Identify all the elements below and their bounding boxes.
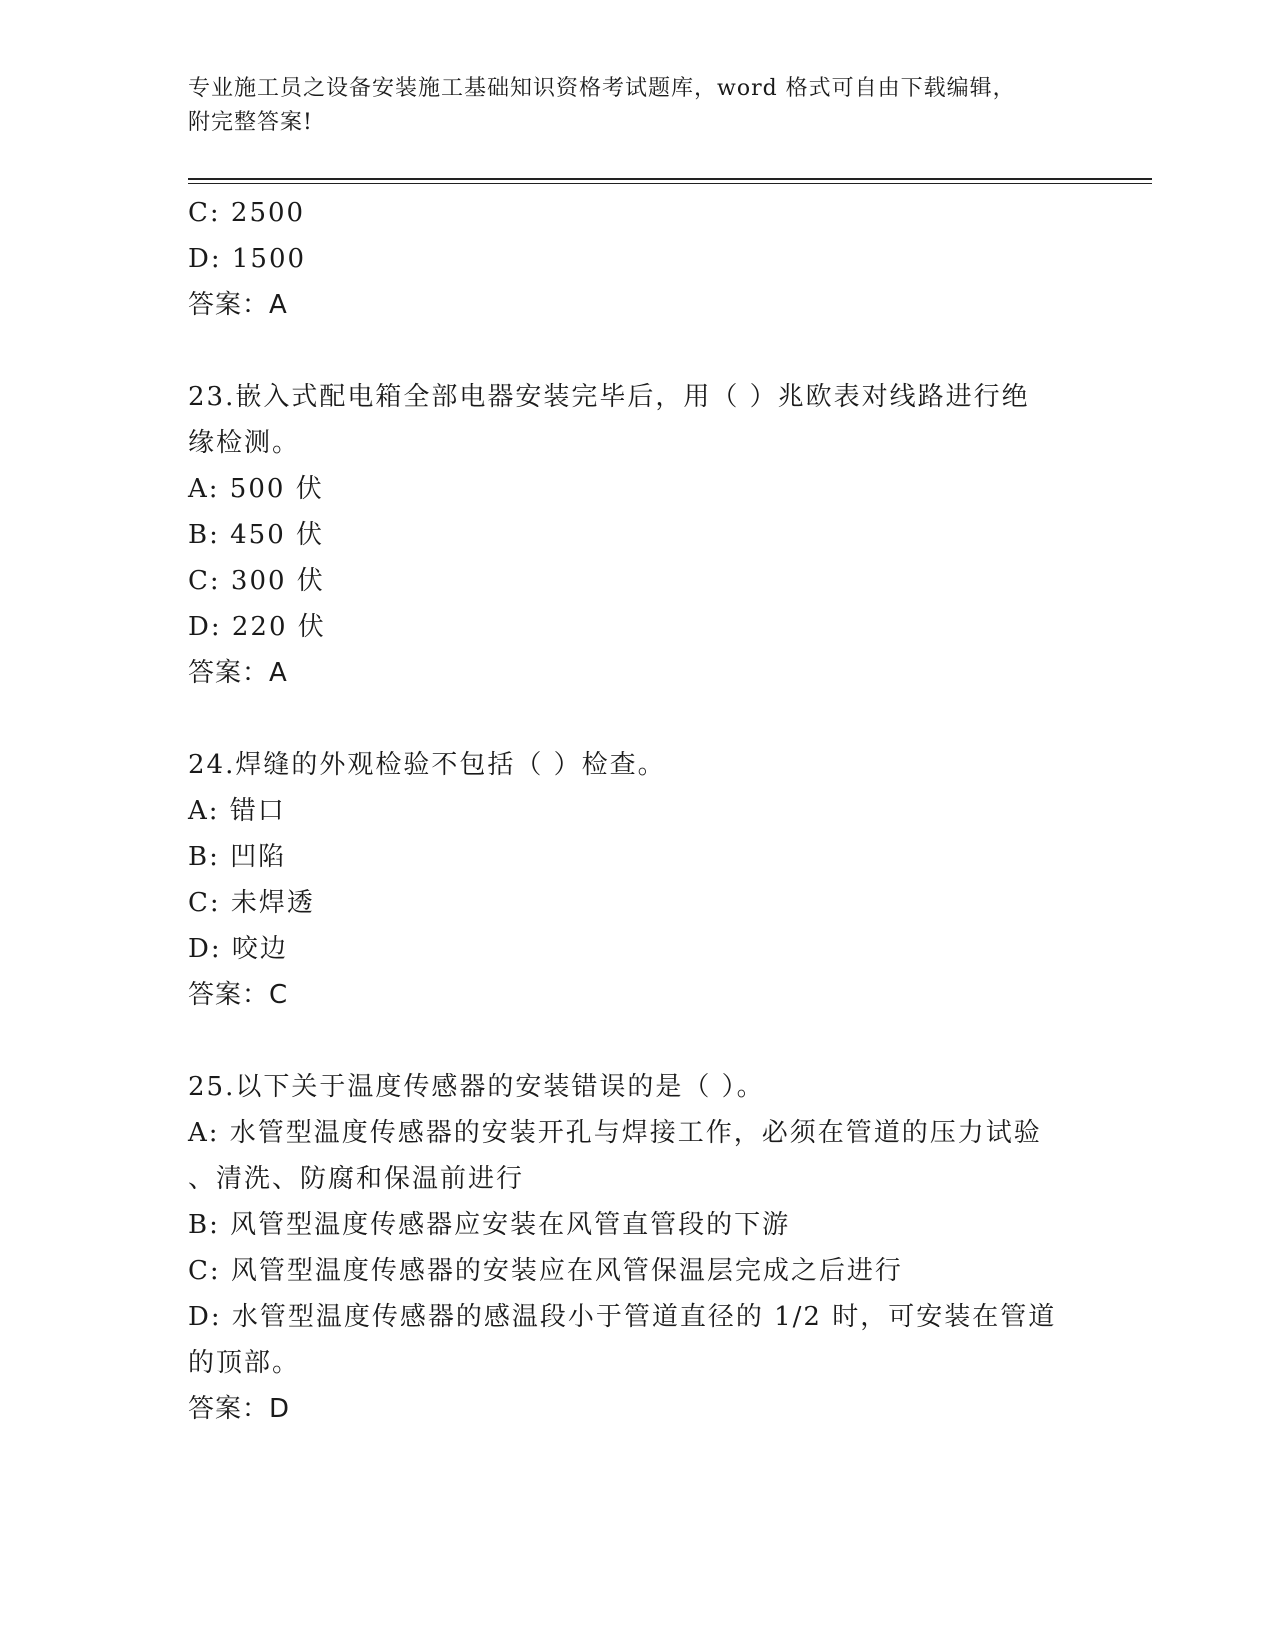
option-c: C: 2500 <box>188 198 306 228</box>
document-body <box>188 190 1088 1432</box>
question-23-option-c: C: 300 伏 <box>188 566 325 596</box>
question-23-option-a: A: 500 伏 <box>188 474 324 504</box>
question-24-option-a: A: 错口 <box>188 796 286 826</box>
question-25-stem: 25.以下关于温度传感器的安装错误的是（ ）。 <box>188 1072 765 1102</box>
header-line-1: 专业施工员之设备安装施工基础知识资格考试题库，word 格式可自由下载编辑， <box>188 76 1016 101</box>
spacer <box>188 696 1088 742</box>
question-24-answer: 答案：C <box>188 980 289 1010</box>
question-24-option-d: D: 咬边 <box>188 934 288 964</box>
question-23-option-b: B: 450 伏 <box>188 520 325 550</box>
question-24-stem: 24.焊缝的外观检验不包括（ ）检查。 <box>188 750 666 780</box>
question-25-option-d: D: 水管型温度传感器的感温段小于管道直径的 1/2 时，可安装在管道 <box>188 1302 1057 1332</box>
header-line-2: 附完整答案! <box>188 110 313 135</box>
spacer <box>188 328 1088 374</box>
question-25-option-a: A: 水管型温度传感器的安装开孔与焊接工作，必须在管道的压力试验 <box>188 1118 1042 1148</box>
option-d: D: 1500 <box>188 244 307 274</box>
question-24-option-c: C: 未焊透 <box>188 888 315 918</box>
question-24-option-b: B: 凹陷 <box>188 842 287 872</box>
question-23-stem: 23.嵌入式配电箱全部电器安装完毕后，用（ ）兆欧表对线路进行绝 <box>188 382 1030 412</box>
question-23-answer: 答案：A <box>188 658 288 688</box>
question-25-option-c: C: 风管型温度传感器的安装应在风管保温层完成之后进行 <box>188 1256 903 1286</box>
document-header <box>188 72 1088 140</box>
header-rule-thin <box>188 183 1152 184</box>
spacer <box>188 1018 1088 1064</box>
question-23-stem-cont: 缘检测。 <box>188 428 301 458</box>
question-25-answer: 答案：D <box>188 1394 291 1424</box>
question-25-option-b: B: 风管型温度传感器应安装在风管直管段的下游 <box>188 1210 791 1240</box>
question-25-option-a-cont: 、清洗、防腐和保温前进行 <box>188 1164 525 1194</box>
header-rule-thick <box>188 178 1152 180</box>
answer-line: 答案：A <box>188 290 288 320</box>
question-23-option-d: D: 220 伏 <box>188 612 326 642</box>
question-25-option-d-cont: 的顶部。 <box>188 1348 301 1378</box>
